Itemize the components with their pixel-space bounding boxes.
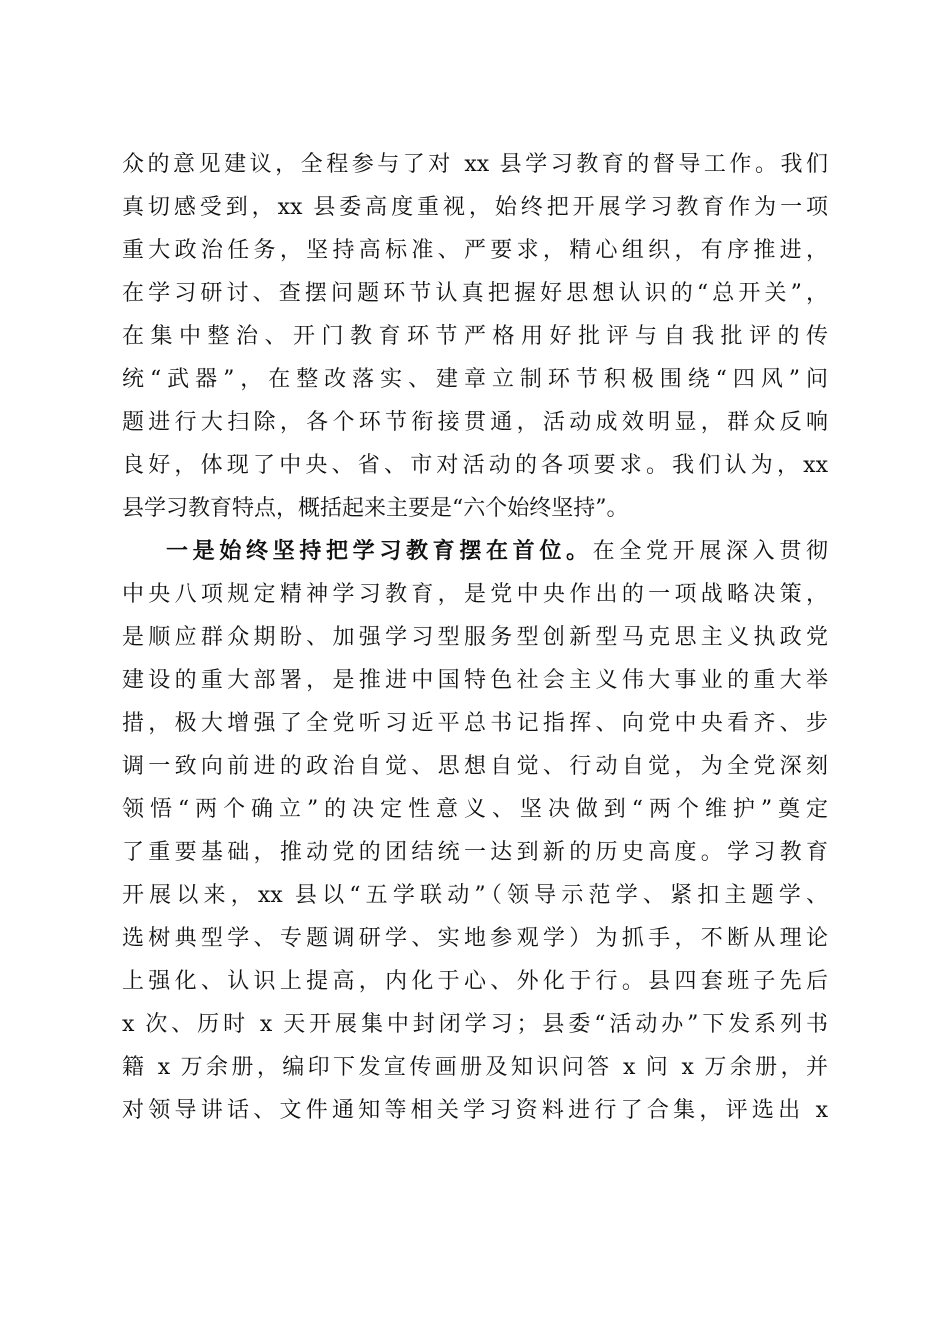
text-line: 众的意见建议，全程参与了对 xx 县学习教育的督导工作。我们 <box>122 152 828 177</box>
text-line: 重大政治任务，坚持高标准、严要求，精心组织，有序推进， <box>122 238 828 263</box>
text-line: 籍 x 万余册，编印下发宣传画册及知识问答 x 问 x 万余册，并 <box>122 1055 828 1080</box>
text-line: 选树典型学、专题调研学、实地参观学）为抓手，不断从理论 <box>122 926 828 951</box>
text-line: 建设的重大部署，是推进中国特色社会主义伟大事业的重大举 <box>122 668 828 693</box>
text-run: 在全党开展深入贯彻 <box>592 539 828 564</box>
text-line: 领悟“两个确立”的决定性意义、坚决做到“两个维护”奠定 <box>122 797 828 822</box>
text-line: 真切感受到，xx 县委高度重视，始终把开展学习教育作为一项 <box>122 195 828 220</box>
text-line: 开展以来，xx 县以“五学联动”（领导示范学、紧扣主题学、 <box>122 883 828 908</box>
text-line: 良好，体现了中央、省、市对活动的各项要求。我们认为，xx <box>122 453 828 478</box>
text-line: 在集中整治、开门教育环节严格用好批评与自我批评的传 <box>122 324 828 349</box>
text-line: 题进行大扫除，各个环节衔接贯通，活动成效明显，群众反响 <box>122 410 828 435</box>
text-line: 统“武器”，在整改落实、建章立制环节积极围绕“四风”问 <box>122 367 828 392</box>
text-line: 中央八项规定精神学习教育，是党中央作出的一项战略决策， <box>122 582 828 607</box>
text-line: 了重要基础，推动党的团结统一达到新的历史高度。学习教育 <box>122 840 828 865</box>
paragraph-1 <box>122 143 828 530</box>
text-line: 在学习研讨、查摆问题环节认真把握好思想认识的“总开关”， <box>122 281 828 306</box>
paragraph-2-first-line <box>122 530 828 573</box>
text-line: 是顺应群众期盼、加强学习型服务型创新型马克思主义执政党 <box>122 625 828 650</box>
text-line: 调一致向前进的政治自觉、思想自觉、行动自觉，为全党深刻 <box>122 754 828 779</box>
text-line: 措，极大增强了全党听习近平总书记指挥、向党中央看齐、步 <box>122 711 828 736</box>
text-line: 县学习教育特点，概括起来主要是“六个始终坚持”。 <box>122 496 629 521</box>
paragraph-heading: 一是始终坚持把学习教育摆在首位。 <box>166 538 593 564</box>
body-text <box>122 143 828 1132</box>
text-line: 上强化、认识上提高，内化于心、外化于行。县四套班子先后 <box>122 969 828 994</box>
text-line: 对领导讲话、文件通知等相关学习资料进行了合集，评选出 x <box>122 1098 828 1123</box>
text-line: x 次、历时 x 天开展集中封闭学习；县委“活动办”下发系列书 <box>122 1012 828 1037</box>
paragraph-2 <box>122 530 828 1132</box>
